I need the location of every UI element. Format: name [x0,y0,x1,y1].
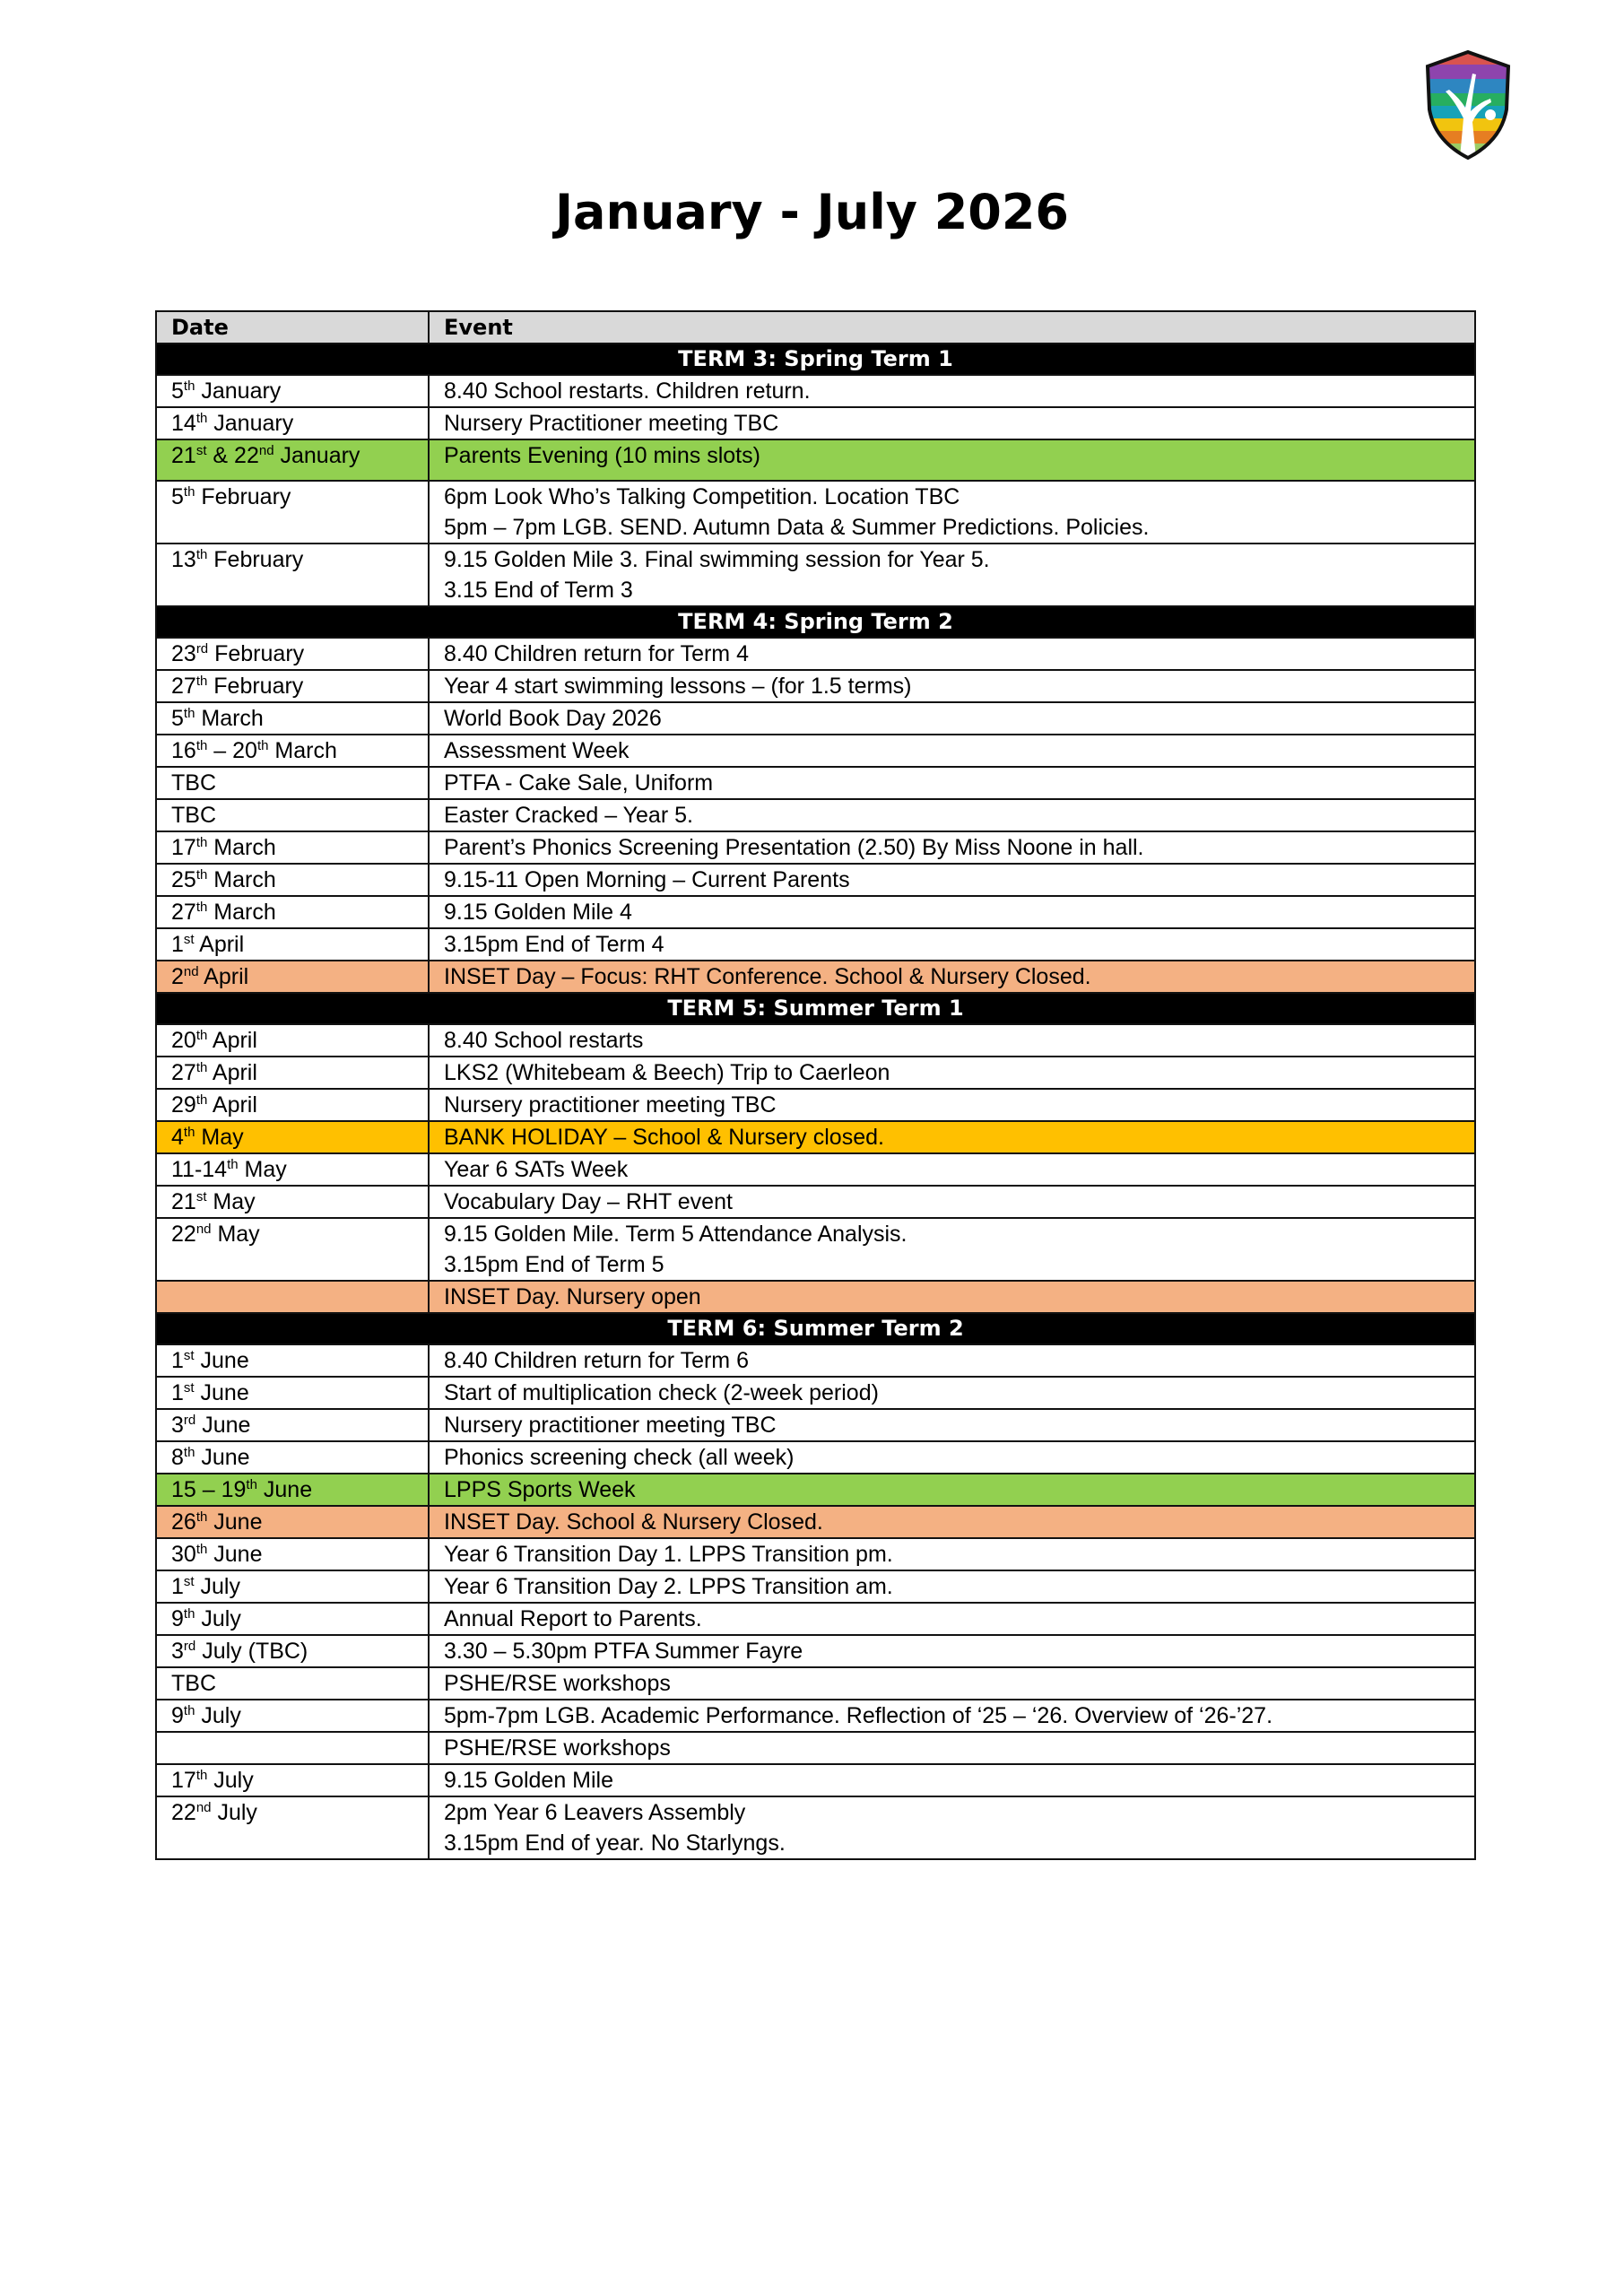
date-text: TBC [171,803,216,828]
date-text: March [207,867,276,892]
event-line: Nursery practitioner meeting TBC [444,1092,777,1118]
term-heading-row [156,344,1475,375]
event-cell [429,799,1475,831]
event-column-header: Event [429,311,1475,344]
date-text: June [195,1413,251,1438]
event-cell [429,407,1475,439]
date-text: 9 [171,1703,184,1728]
date-ordinal-suffix: st [183,1574,195,1589]
date-ordinal-suffix: th [195,1028,208,1043]
event-line: Parents Evening (10 mins slots) [444,443,760,468]
date-text: February [195,484,291,509]
date-cell [156,407,429,439]
table-row [156,1344,1475,1377]
event-cell [429,767,1475,799]
date-cell [156,702,429,735]
date-cell [156,896,429,928]
date-text: 13 [171,547,196,572]
event-cell [429,961,1475,993]
date-ordinal-suffix: st [195,443,207,458]
event-cell [429,1153,1475,1186]
term-heading: TERM 5: Summer Term 1 [156,993,1475,1024]
event-line: INSET Day. Nursery open [444,1284,701,1309]
date-ordinal-suffix: rd [183,1413,196,1428]
date-cell [156,1121,429,1153]
date-cell [156,831,429,864]
date-text: May [211,1222,260,1247]
date-cell [156,1667,429,1700]
date-text: July [211,1800,257,1825]
event-line: Phonics screening check (all week) [444,1445,795,1470]
table-row [156,896,1475,928]
event-line: Year 6 Transition Day 1. LPPS Transition pm. [444,1542,893,1567]
table-row [156,375,1475,407]
table-row [156,670,1475,702]
date-cell [156,1089,429,1121]
table-row [156,407,1475,439]
date-ordinal-suffix: nd [195,1800,212,1815]
table-row [156,1667,1475,1700]
date-text: – 20 [207,738,257,763]
event-cell [429,439,1475,481]
event-line: 8.40 School restarts. Children return. [444,378,811,404]
date-cell [156,961,429,993]
table-row [156,1377,1475,1409]
date-ordinal-suffix: rd [183,1639,196,1654]
table-row [156,638,1475,670]
date-text: 17 [171,1768,196,1793]
date-text: 27 [171,1060,196,1085]
date-text: April [207,1060,257,1085]
event-line: Year 4 start swimming lessons – (for 1.5 terms) [444,674,912,699]
event-line: Assessment Week [444,738,630,763]
date-text: 21 [171,1189,196,1214]
date-text: 1 [171,932,184,957]
date-cell [156,1796,429,1859]
table-row [156,1764,1475,1796]
date-text: 14 [171,411,196,436]
date-text: July (TBC) [195,1639,308,1664]
date-text: 5 [171,706,184,731]
date-text: February [208,641,305,666]
term-heading: TERM 3: Spring Term 1 [156,344,1475,375]
date-ordinal-suffix: st [183,932,195,947]
event-line: INSET Day – Focus: RHT Conference. School & Nursery Closed. [444,964,1091,989]
date-text: 27 [171,900,196,925]
date-cell [156,1409,429,1441]
date-text: 11-14 [171,1157,228,1182]
date-ordinal-suffix: th [183,1606,195,1622]
event-cell [429,670,1475,702]
event-cell [429,735,1475,767]
event-line: PSHE/RSE workshops [444,1735,671,1761]
term-heading-row [156,993,1475,1024]
event-cell [429,1089,1475,1121]
date-text: January [195,378,282,404]
event-line: LKS2 (Whitebeam & Beech) Trip to Caerleon [444,1060,890,1085]
date-text: 16 [171,738,196,763]
date-cell [156,799,429,831]
date-cell [156,1281,429,1313]
date-cell [156,1153,429,1186]
date-text: June [194,1348,249,1373]
table-row [156,1474,1475,1506]
event-line: 9.15-11 Open Morning – Current Parents [444,867,850,892]
date-ordinal-suffix: th [183,378,195,394]
date-text: January [274,443,360,468]
event-line: BANK HOLIDAY – School & Nursery closed. [444,1125,884,1150]
date-text: June [207,1509,263,1535]
date-ordinal-suffix: th [195,738,208,753]
event-cell [429,544,1475,606]
event-cell [429,1700,1475,1732]
event-line: Year 6 SATs Week [444,1157,629,1182]
date-text: May [206,1189,256,1214]
event-cell [429,1186,1475,1218]
event-cell [429,638,1475,670]
date-ordinal-suffix: th [195,1060,208,1075]
date-ordinal-suffix: st [183,1380,195,1396]
date-text: 22 [171,1800,196,1825]
table-row [156,1506,1475,1538]
event-cell [429,702,1475,735]
date-ordinal-suffix: th [195,1542,208,1557]
date-ordinal-suffix: th [256,738,269,753]
event-line: 3.15pm End of Term 5 [444,1252,664,1277]
event-line: 8.40 School restarts [444,1028,644,1053]
event-cell [429,1796,1475,1859]
date-text: 8 [171,1445,184,1470]
table-row [156,767,1475,799]
date-text: 26 [171,1509,196,1535]
event-line: 3.15pm End of year. No Starlyngs. [444,1831,786,1856]
date-text: 15 – 19 [171,1477,247,1502]
table-row [156,544,1475,606]
event-line: PTFA - Cake Sale, Uniform [444,770,714,796]
date-cell [156,1218,429,1281]
date-ordinal-suffix: th [183,1125,195,1140]
school-crest-logo [1419,47,1517,163]
date-text: March [207,835,276,860]
event-line: 2pm Year 6 Leavers Assembly [444,1800,746,1825]
date-text: 5 [171,484,184,509]
date-cell [156,481,429,544]
table-header-row [156,311,1475,344]
date-text: 1 [171,1574,184,1599]
event-cell [429,896,1475,928]
table-row [156,961,1475,993]
date-cell [156,1570,429,1603]
date-ordinal-suffix: th [183,484,195,500]
date-ordinal-suffix: nd [183,964,199,979]
date-ordinal-suffix: th [183,1445,195,1460]
event-line: 3.15pm End of Term 4 [444,932,664,957]
date-text: 1 [171,1380,184,1405]
term-heading-row [156,606,1475,638]
date-ordinal-suffix: th [195,411,208,426]
date-ordinal-suffix: th [183,706,195,721]
date-text: 3 [171,1639,184,1664]
date-ordinal-suffix: th [195,835,208,850]
event-line: 9.15 Golden Mile [444,1768,614,1793]
table-row [156,799,1475,831]
table-row [156,439,1475,481]
event-line: World Book Day 2026 [444,706,662,731]
date-cell [156,1474,429,1506]
event-cell [429,1764,1475,1796]
date-text: & 22 [206,443,259,468]
date-ordinal-suffix: st [183,1348,195,1363]
event-cell [429,928,1475,961]
date-cell [156,1057,429,1089]
event-cell [429,1377,1475,1409]
event-cell [429,1603,1475,1635]
event-cell [429,1667,1475,1700]
date-ordinal-suffix: st [195,1189,207,1205]
date-text: July [195,1606,241,1631]
table-row [156,831,1475,864]
event-line: INSET Day. School & Nursery Closed. [444,1509,823,1535]
date-cell [156,928,429,961]
event-line: 5pm – 7pm LGB. SEND. Autumn Data & Summer Predictions. Policies. [444,515,1150,540]
date-cell [156,1377,429,1409]
event-line: Nursery Practitioner meeting TBC [444,411,779,436]
date-column-header: Date [156,311,429,344]
date-ordinal-suffix: th [195,1092,208,1108]
event-line: 3.30 – 5.30pm PTFA Summer Fayre [444,1639,803,1664]
date-text: June [256,1477,313,1502]
date-text: February [207,674,304,699]
date-text: TBC [171,1671,216,1696]
date-ordinal-suffix: nd [195,1222,212,1237]
event-cell [429,1057,1475,1089]
date-ordinal-suffix: th [195,1768,208,1783]
date-text: June [195,1445,250,1470]
date-text: 23 [171,641,196,666]
event-cell [429,375,1475,407]
table-row [156,864,1475,896]
table-row [156,481,1475,544]
date-text: 20 [171,1028,196,1053]
date-text: March [195,706,264,731]
date-text: 25 [171,867,196,892]
term-heading: TERM 4: Spring Term 2 [156,606,1475,638]
event-cell [429,1024,1475,1057]
event-cell [429,1441,1475,1474]
date-text: May [195,1125,244,1150]
date-cell [156,1603,429,1635]
date-text: July [195,1703,241,1728]
date-text: 3 [171,1413,184,1438]
date-ordinal-suffix: th [195,1509,208,1525]
date-cell [156,1186,429,1218]
date-ordinal-suffix: nd [258,443,274,458]
event-line: 5pm-7pm LGB. Academic Performance. Reflection of ‘25 – ‘26. Overview of ‘26-’27. [444,1703,1273,1728]
event-cell [429,1121,1475,1153]
date-text: 2 [171,964,184,989]
date-text: June [194,1380,249,1405]
date-cell [156,1344,429,1377]
event-cell [429,1218,1475,1281]
event-cell [429,1570,1475,1603]
event-cell [429,1344,1475,1377]
date-cell [156,1538,429,1570]
event-line: 9.15 Golden Mile 4 [444,900,632,925]
date-cell [156,1635,429,1667]
date-text: July [194,1574,240,1599]
table-row [156,1732,1475,1764]
date-ordinal-suffix: th [195,900,208,915]
table-row [156,1700,1475,1732]
event-line: Vocabulary Day – RHT event [444,1189,733,1214]
table-row [156,1635,1475,1667]
date-ordinal-suffix: th [227,1157,239,1172]
date-text: June [207,1542,263,1567]
date-text: 30 [171,1542,196,1567]
event-line: PSHE/RSE workshops [444,1671,671,1696]
date-cell [156,864,429,896]
date-cell [156,1764,429,1796]
date-text: April [207,1092,257,1118]
table-row [156,1796,1475,1859]
table-row [156,735,1475,767]
event-line: Nursery practitioner meeting TBC [444,1413,777,1438]
event-line: LPPS Sports Week [444,1477,636,1502]
date-cell [156,544,429,606]
table-row [156,1570,1475,1603]
event-cell [429,1281,1475,1313]
date-cell [156,375,429,407]
events-table [155,310,1476,1860]
date-text: May [238,1157,287,1182]
event-line: Year 6 Transition Day 2. LPPS Transition am. [444,1574,893,1599]
date-text: February [207,547,304,572]
table-row [156,702,1475,735]
event-line: 8.40 Children return for Term 4 [444,641,749,666]
event-cell [429,831,1475,864]
date-ordinal-suffix: th [195,547,208,562]
date-ordinal-suffix: th [246,1477,257,1492]
table-row [156,1603,1475,1635]
event-line: 9.15 Golden Mile 3. Final swimming session for Year 5. [444,547,990,572]
event-cell [429,1474,1475,1506]
date-text: 1 [171,1348,184,1373]
date-text: 9 [171,1606,184,1631]
table-row [156,1218,1475,1281]
date-ordinal-suffix: rd [195,641,209,657]
table-row [156,1281,1475,1313]
date-cell [156,1506,429,1538]
table-row [156,1089,1475,1121]
table-row [156,1409,1475,1441]
event-line: Start of multiplication check (2-week period) [444,1380,879,1405]
date-text: 29 [171,1092,196,1118]
event-cell [429,1506,1475,1538]
date-text: July [207,1768,254,1793]
event-cell [429,1538,1475,1570]
event-line: 9.15 Golden Mile. Term 5 Attendance Analysis. [444,1222,908,1247]
table-row [156,1186,1475,1218]
event-cell [429,1635,1475,1667]
date-cell [156,1732,429,1764]
event-cell [429,1732,1475,1764]
date-text: TBC [171,770,216,796]
date-cell [156,638,429,670]
date-text: April [198,964,249,989]
event-line: Annual Report to Parents. [444,1606,702,1631]
date-text: 21 [171,443,196,468]
event-cell [429,1409,1475,1441]
term-heading-row [156,1313,1475,1344]
date-cell [156,1024,429,1057]
date-cell [156,439,429,481]
date-text: 22 [171,1222,196,1247]
date-ordinal-suffix: th [195,867,208,883]
page-title: January - July 2026 [554,184,1070,240]
event-line: 3.15 End of Term 3 [444,578,633,603]
date-text: April [194,932,245,957]
event-line: Parent’s Phonics Screening Presentation (2.50) By Miss Noone in hall. [444,835,1144,860]
table-row [156,1441,1475,1474]
date-ordinal-suffix: th [195,674,208,689]
date-ordinal-suffix: th [183,1703,195,1718]
date-cell [156,735,429,767]
date-text: March [268,738,337,763]
date-text: January [207,411,294,436]
event-line: 6pm Look Who’s Talking Competition. Location TBC [444,484,960,509]
event-line: Easter Cracked – Year 5. [444,803,693,828]
date-cell [156,670,429,702]
date-cell [156,767,429,799]
term-heading: TERM 6: Summer Term 2 [156,1313,1475,1344]
date-text: 17 [171,835,196,860]
event-line: 8.40 Children return for Term 6 [444,1348,749,1373]
date-text: 4 [171,1125,184,1150]
event-cell [429,481,1475,544]
date-cell [156,1441,429,1474]
table-row [156,1153,1475,1186]
table-row [156,1121,1475,1153]
date-cell [156,1700,429,1732]
date-text: 5 [171,378,184,404]
date-text: 27 [171,674,196,699]
table-row [156,1024,1475,1057]
table-row [156,928,1475,961]
table-row [156,1538,1475,1570]
date-text: April [207,1028,257,1053]
table-row [156,1057,1475,1089]
event-cell [429,864,1475,896]
date-text: March [207,900,276,925]
